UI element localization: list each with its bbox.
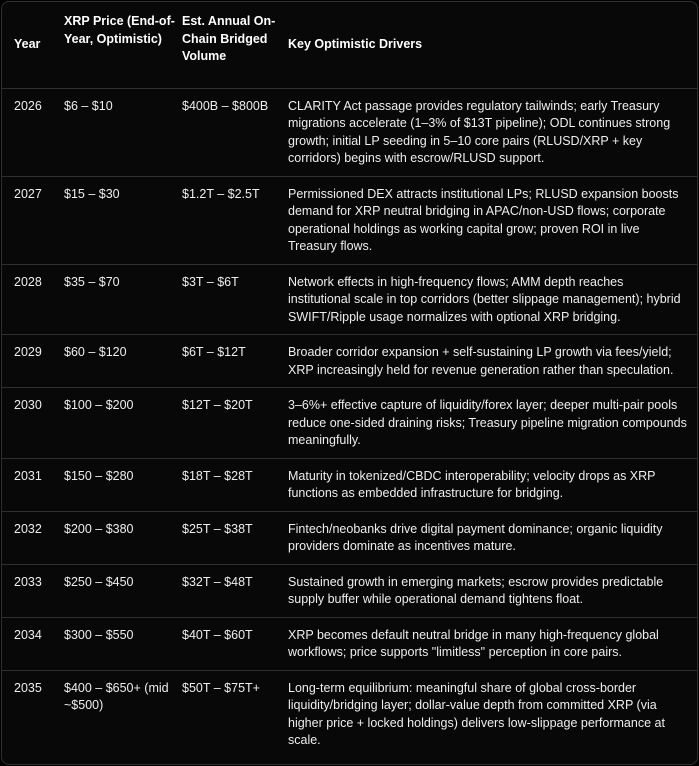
table-header-row [2,2,697,88]
cell-price: $35 – $70 [64,274,120,289]
cell-volume: $25T – $38T [182,521,253,536]
cell-year: 2027 [14,186,42,201]
cell-year: 2032 [14,521,42,536]
cell-volume: $40T – $60T [182,627,253,642]
table-row [2,511,697,564]
xrp-projection-table [2,2,697,758]
cell-drivers: CLARITY Act passage provides regulatory tailwinds; early Treasury migrations accelerate (1–3% of $13T pipeline); ODL continues strong growth; initial LP seeding in 5–10 core pairs (RLUSD/XRP + key corridors) begins with escrow/RLUSD support. [288,98,671,165]
header-drivers: Key Optimistic Drivers [288,37,423,51]
cell-year: 2026 [14,98,42,113]
header-year: Year [14,37,41,51]
table-row [2,388,697,459]
table-row [2,458,697,511]
cell-drivers: XRP becomes default neutral bridge in many high-frequency global workflows; price supports "limitless" perception in core pairs. [288,627,659,659]
table-row [2,617,697,670]
cell-price: $60 – $120 [64,345,127,359]
cell-price: $200 – $380 [64,521,134,536]
cell-year: 2029 [14,345,42,359]
projection-table-container [1,1,698,765]
table-row [2,264,697,335]
cell-volume: $18T – $28T [182,468,253,483]
cell-year: 2031 [14,468,42,483]
cell-year: 2034 [14,627,42,642]
cell-drivers: Network effects in high-frequency flows; AMM depth reaches institutional scale in top corridors (better slippage management); hybrid SWIFT/Ripple usage normalizes with optional XRP bridging. [288,274,681,324]
cell-volume: $400B – $800B [182,98,269,113]
cell-volume: $12T – $20T [182,398,253,412]
cell-volume: $6T – $12T [182,345,246,359]
cell-volume: $50T – $75T+ [182,680,260,695]
cell-drivers: Fintech/neobanks drive digital payment dominance; organic liquidity providers dominate as incentives mature. [288,521,663,553]
cell-price: $300 – $550 [64,627,134,642]
header-price: XRP Price (End-of-Year, Optimistic) [64,14,175,46]
table-row [2,670,697,758]
cell-price: $100 – $200 [64,398,134,412]
cell-volume: $32T – $48T [182,574,253,589]
cell-price: $250 – $450 [64,574,134,589]
cell-year: 2030 [14,398,42,412]
table-row [2,564,697,617]
cell-volume: $3T – $6T [182,274,239,289]
cell-price: $15 – $30 [64,186,120,201]
cell-drivers: Sustained growth in emerging markets; escrow provides predictable supply buffer while operational demand tightens float. [288,574,664,606]
cell-year: 2035 [14,680,42,695]
cell-drivers: Maturity in tokenized/CBDC interoperability; velocity drops as XRP functions as embedded infrastructure for bridging. [288,468,656,500]
cell-year: 2028 [14,274,42,289]
cell-drivers: Broader corridor expansion + self-sustaining LP growth via fees/yield; XRP increasingly held for revenue generation rather than speculation. [288,345,674,377]
table-row [2,176,697,264]
header-volume: Est. Annual On-Chain Bridged Volume [182,14,276,63]
cell-price: $150 – $280 [64,468,134,483]
cell-drivers: Long-term equilibrium: meaningful share of global cross-border liquidity/bridging layer; dollar-value depth from committed XRP (via higher price + locked holdings) delivers low-slippage performance at scale. [288,680,665,747]
cell-price: $6 – $10 [64,98,113,113]
cell-drivers: 3–6%+ effective capture of liquidity/forex layer; deeper multi-pair pools reduce one-sided draining risks; Treasury pipeline migration compounds meaningfully. [288,398,687,447]
cell-price: $400 – $650+ (mid ~$500) [64,680,169,712]
table-row [2,88,697,176]
cell-year: 2033 [14,574,42,589]
cell-volume: $1.2T – $2.5T [182,186,260,201]
table-row [2,335,697,388]
cell-drivers: Permissioned DEX attracts institutional LPs; RLUSD expansion boosts demand for XRP neutral bridging in APAC/non-USD flows; corporate operational holdings as working capital grow; proven ROI in live Treasury flows. [288,186,679,253]
